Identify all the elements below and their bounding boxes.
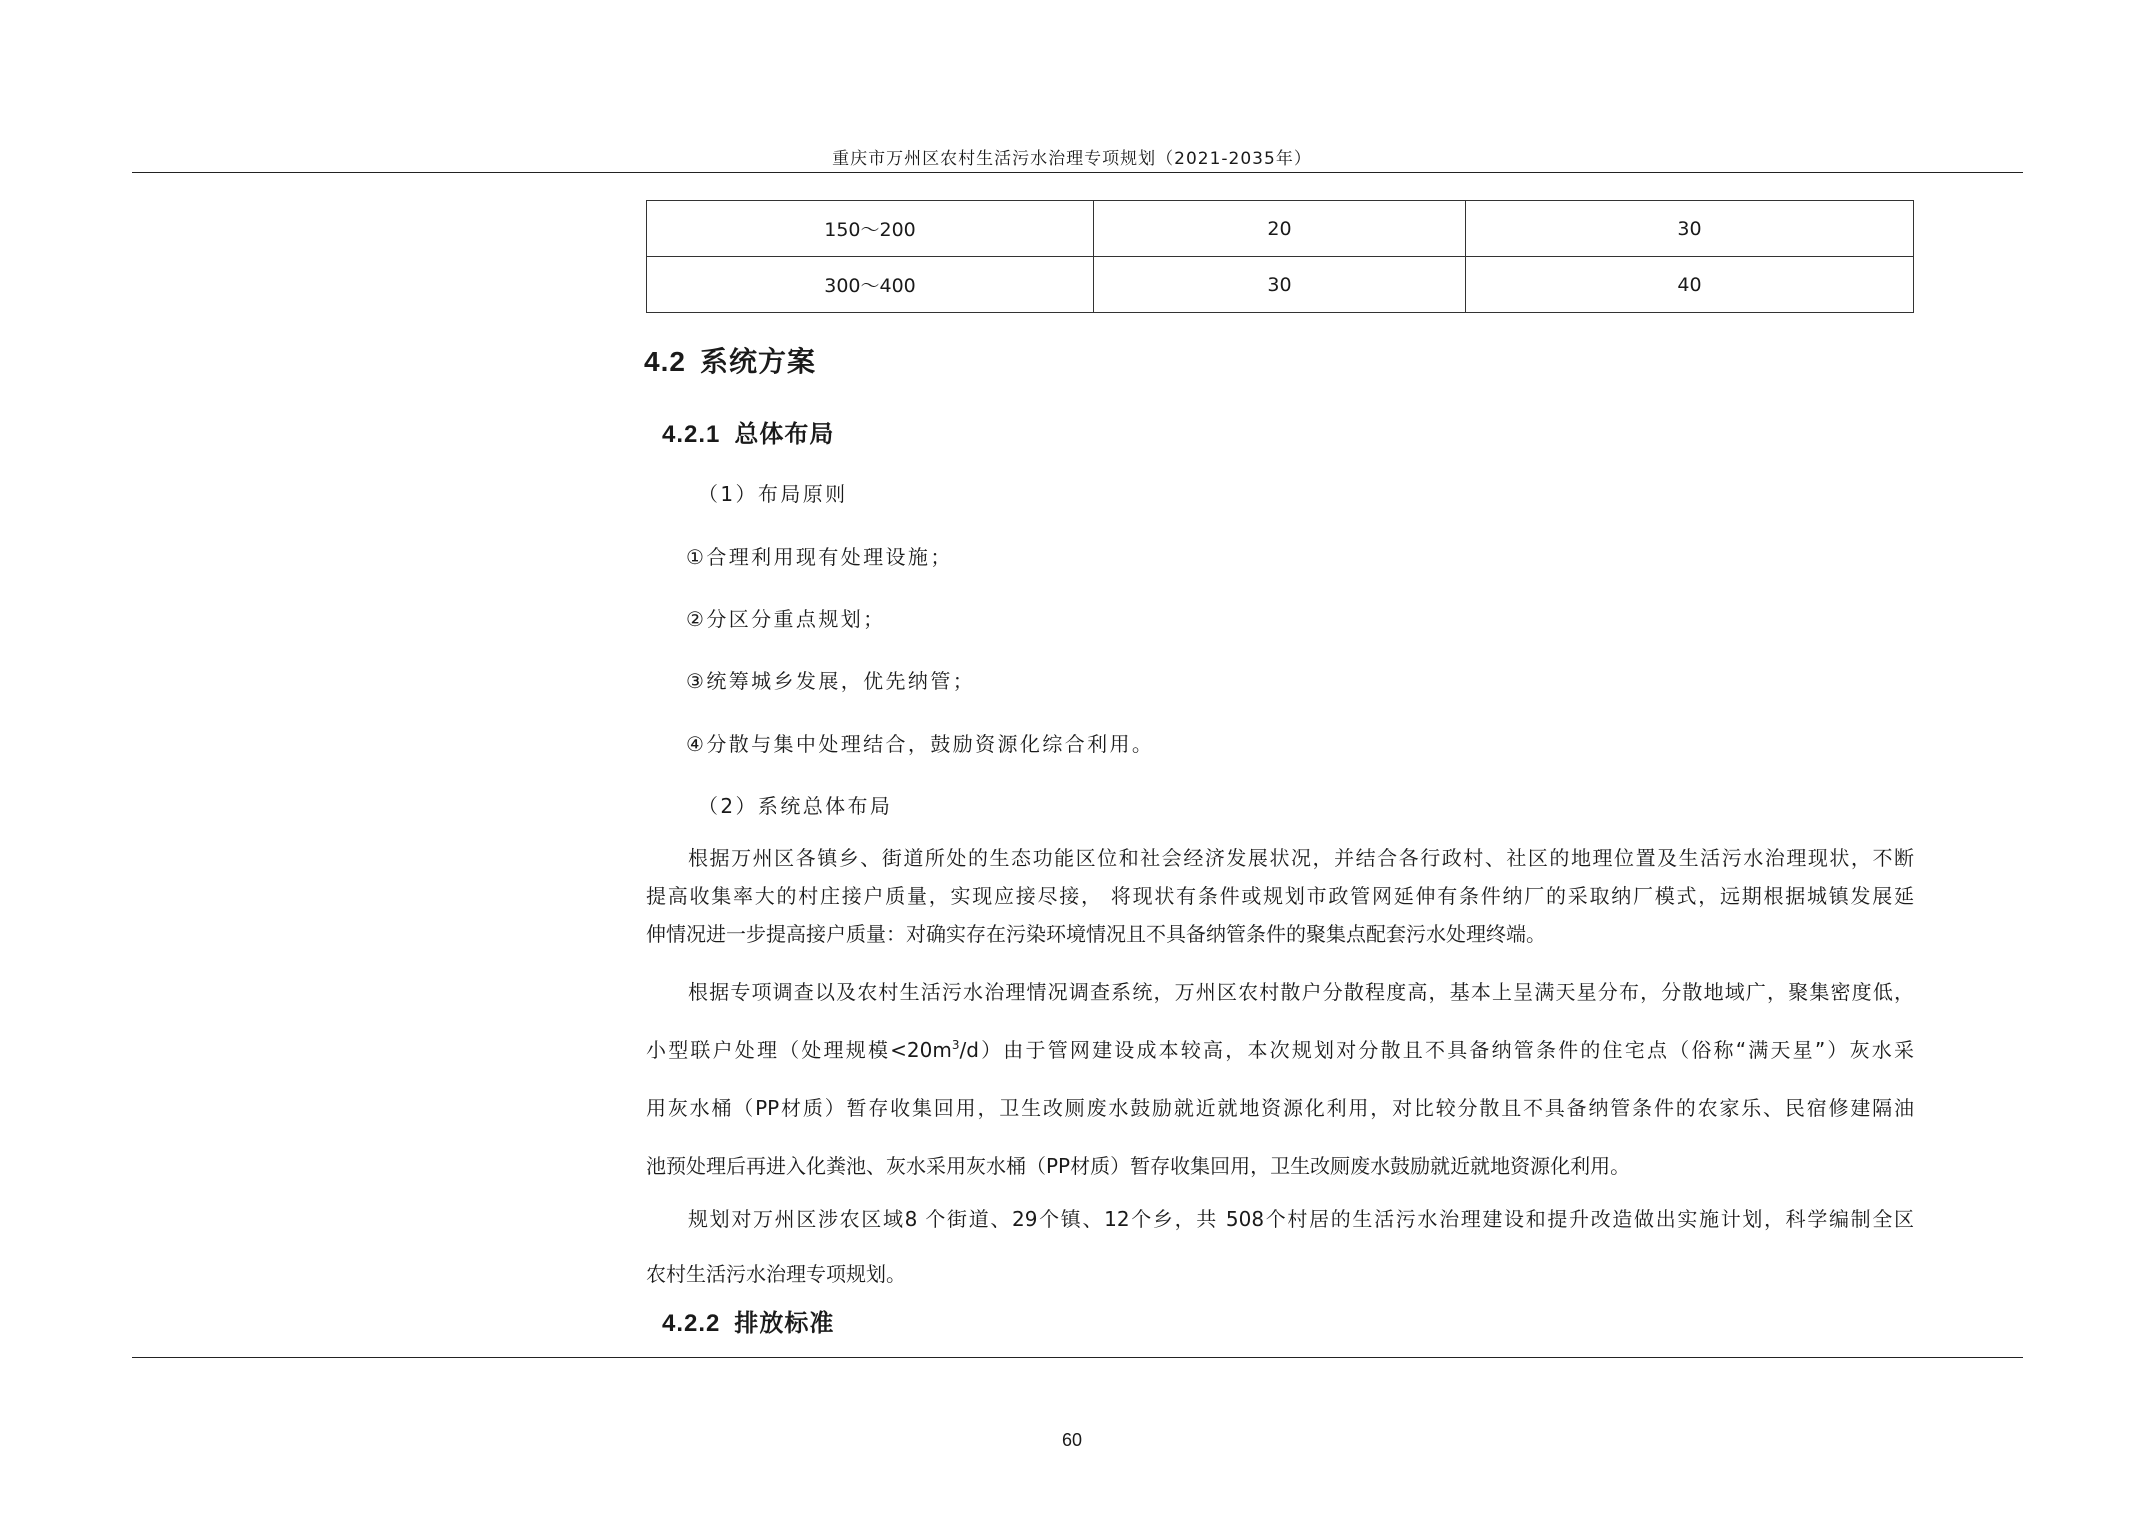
paragraph-line [646,1034,1914,1062]
table-cell: 30 [1466,201,1914,257]
paragraph [646,842,1914,946]
subsection-title: 总体布局 [734,420,835,448]
paragraph-line: 伸情况进一步提高接户质量：对确实存在污染环境情况且不具备纳管条件的聚集点配套污水处理终端。 [646,922,1546,946]
table-cell: 30 [1094,257,1466,313]
paragraph-line: 根据万州区各镇乡、街道所处的生态功能区位和社会经济发展状况，并结合各行政村、社区的地理位置及生活污水治理现状，不断 [688,846,1914,870]
table-cell: 150～200 [647,201,1094,257]
paragraph-text: 小型联户处理（处理规模<20m [646,1038,952,1062]
section-title: 系统方案 [699,345,816,378]
paragraph [646,1203,1914,1286]
paragraph-line: 根据专项调查以及农村生活污水治理情况调查系统，万州区农村散户分散程度高，基本上呈满天星分布，分散地域广，聚集密度低， [688,980,1914,1004]
table-cell: 300～400 [647,257,1094,313]
paragraph [646,976,1914,1178]
subsection-title: 排放标准 [734,1309,835,1337]
table-row [647,257,1914,313]
list-item: ④分散与集中处理结合，鼓励资源化综合利用。 [686,732,1155,756]
paragraph-line: 提高收集率大的村庄接户质量，实现应接尽接， 将现状有条件或规划市政管网延伸有条件纳厂的采取纳厂模式，远期根据城镇发展延 [646,884,1914,908]
sub-heading-layout-principles: （1）布局原则 [698,482,848,506]
list-item: ①合理利用现有处理设施； [686,545,953,569]
subsection-number: 4.2.2 [662,1310,721,1337]
subsection-heading [662,1303,834,1338]
section-number: 4.2 [644,346,686,377]
running-header: 重庆市万州区农村生活污水治理专项规划（2021-2035年） [832,149,1312,169]
subsection-heading [662,414,834,449]
sub-heading-system-layout: （2）系统总体布局 [698,794,893,818]
table-cell: 20 [1094,201,1466,257]
footer-rule [132,1357,2023,1358]
section-heading [644,340,816,380]
paragraph-line: 池预处理后再进入化粪池、灰水采用灰水桶（PP材质）暂存收集回用，卫生改厕废水鼓励就近就地资源化利用。 [646,1154,1631,1178]
table-cell: 40 [1466,257,1914,313]
list-item: ②分区分重点规划； [686,607,886,631]
paragraph-text: /d）由于管网建设成本较高，本次规划对分散且不具备纳管条件的住宅点（俗称“满天星”）灰水采 [959,1038,1915,1062]
header-rule [132,172,2023,173]
superscript: 3 [951,1038,960,1052]
paragraph-line: 用灰水桶（PP材质）暂存收集回用，卫生改厕废水鼓励就近就地资源化利用，对比较分散且不具备纳管条件的农家乐、民宿修建隔油 [646,1096,1914,1120]
table-row [647,201,1914,257]
subsection-number: 4.2.1 [662,421,721,448]
list-item: ③统筹城乡发展，优先纳管； [686,669,976,693]
page-number: 60 [1061,1430,1083,1450]
paragraph-line: 农村生活污水治理专项规划。 [646,1262,906,1286]
data-table [646,200,1914,313]
paragraph-line: 规划对万州区涉农区域8 个街道、29个镇、12个乡，共 508个村居的生活污水治理建设和提升改造做出实施计划，科学编制全区 [688,1207,1914,1231]
